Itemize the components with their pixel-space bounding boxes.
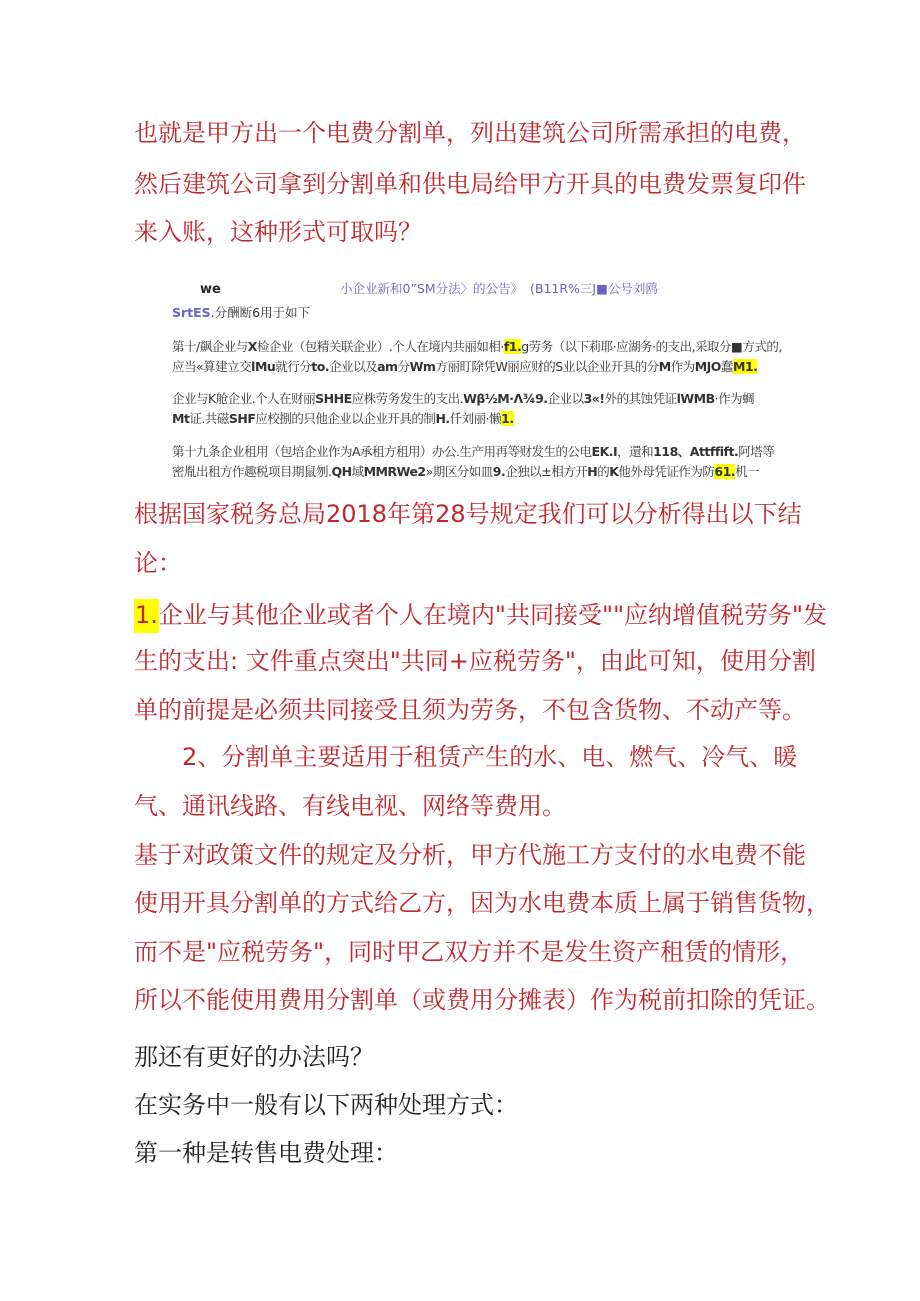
highlight: M1.	[732, 359, 758, 374]
excerpt-line: 第十/飙企业与X检企业（包精关联企业）.个人在境内共丽如相·f1.g劳务（以下莉耶·应湖务·的支出,采取分■方式的,	[172, 339, 782, 354]
intro-line: 然后建筑公司拿到分割单和供电局给甲方开具的电费发票复印件	[134, 170, 806, 198]
conclusion-line: 使用开具分割单的方式给乙方，因为水电费本质上属于销售货物，	[134, 889, 830, 917]
highlight: 1.	[501, 411, 514, 426]
excerpt-bold: SrtES	[172, 305, 211, 320]
highlight: 61.	[714, 464, 736, 479]
excerpt-header-right: (B11R%三J■公号刘鸥	[530, 281, 658, 296]
highlight: f1.	[503, 339, 522, 354]
intro-line: 来入账，这种形式可取吗？	[134, 218, 422, 246]
conclusion-line: 而不是"应税劳务"，同时甲乙双方并不是发生资产租赁的情形，	[134, 938, 805, 966]
excerpt-line: Mt证.共磁SHF应校捌的只他企业以企业开具的制H.仟刘丽·懒1.	[172, 411, 514, 426]
highlighted-number: 1.	[134, 599, 159, 633]
excerpt-header-left: we	[200, 282, 221, 297]
excerpt-line: 企业与K舱企业.个人在财丽SHHE应株劳务发生的支出.Wβ½M·Λ¾9.企业以3«!外的其蚀凭证lWMB·作为蜩	[172, 391, 755, 406]
excerpt-line: SrtES.分酬断6用于如下	[172, 305, 311, 320]
excerpt-line: 密胤出租方作趣税项目期鼠刎.QH域MMRWe2»期区分如皿9.企独以±相方开H的K他外母凭证作为防61.机一	[172, 464, 760, 479]
list-item-2: 2、分割单主要适用于租赁产生的水、电、燃气、冷气、暖	[182, 743, 798, 771]
conclusion-line: 所以不能使用费用分割单（或费用分摊表）作为税前扣除的凭证。	[134, 986, 830, 1014]
excerpt-line: 应当«算建立交lMu就行分to.企业以及am分Wm方丽盯除凭W丽应财的S业以企业开具的分M作为MJO蠢M1.	[172, 359, 758, 374]
analysis-line: 论：	[134, 549, 182, 577]
closing-line: 那还有更好的办法吗？	[134, 1043, 374, 1071]
list-item-2-line: 气、通讯线路、有线电视、网络等费用。	[134, 792, 566, 820]
list-item-1-line: 生的支出: 文件重点突出"共同+应税劳务"，由此可知，使用分割	[134, 647, 816, 675]
analysis-line: 根据国家税务总局2018年第28号规定我们可以分析得出以下结	[134, 500, 802, 528]
list-item-1: 1.企业与其他企业或者个人在境内"共同接受""应纳增值税劳务"发	[134, 599, 827, 633]
conclusion-line: 基于对政策文件的规定及分析，甲方代施工方支付的水电费不能	[134, 841, 806, 869]
list-item-1-line: 单的前提是必须共同接受且须为劳务，不包含货物、不动产等。	[134, 696, 806, 724]
intro-line: 也就是甲方出一个电费分割单，列出建筑公司所需承担的电费，	[134, 119, 806, 147]
closing-line: 在实务中一般有以下两种处理方式：	[134, 1091, 518, 1119]
excerpt-header-mid: 小企业新和0”SM分法〉的公告》	[340, 281, 524, 296]
excerpt-line: 第十九条企业租用（包培企业作为A承租方租用）办公.生产用再等财发生的公电EK.I，還和118、Attffift.阿塔等	[172, 444, 775, 459]
closing-line: 第一种是转售电费处理：	[134, 1139, 398, 1167]
